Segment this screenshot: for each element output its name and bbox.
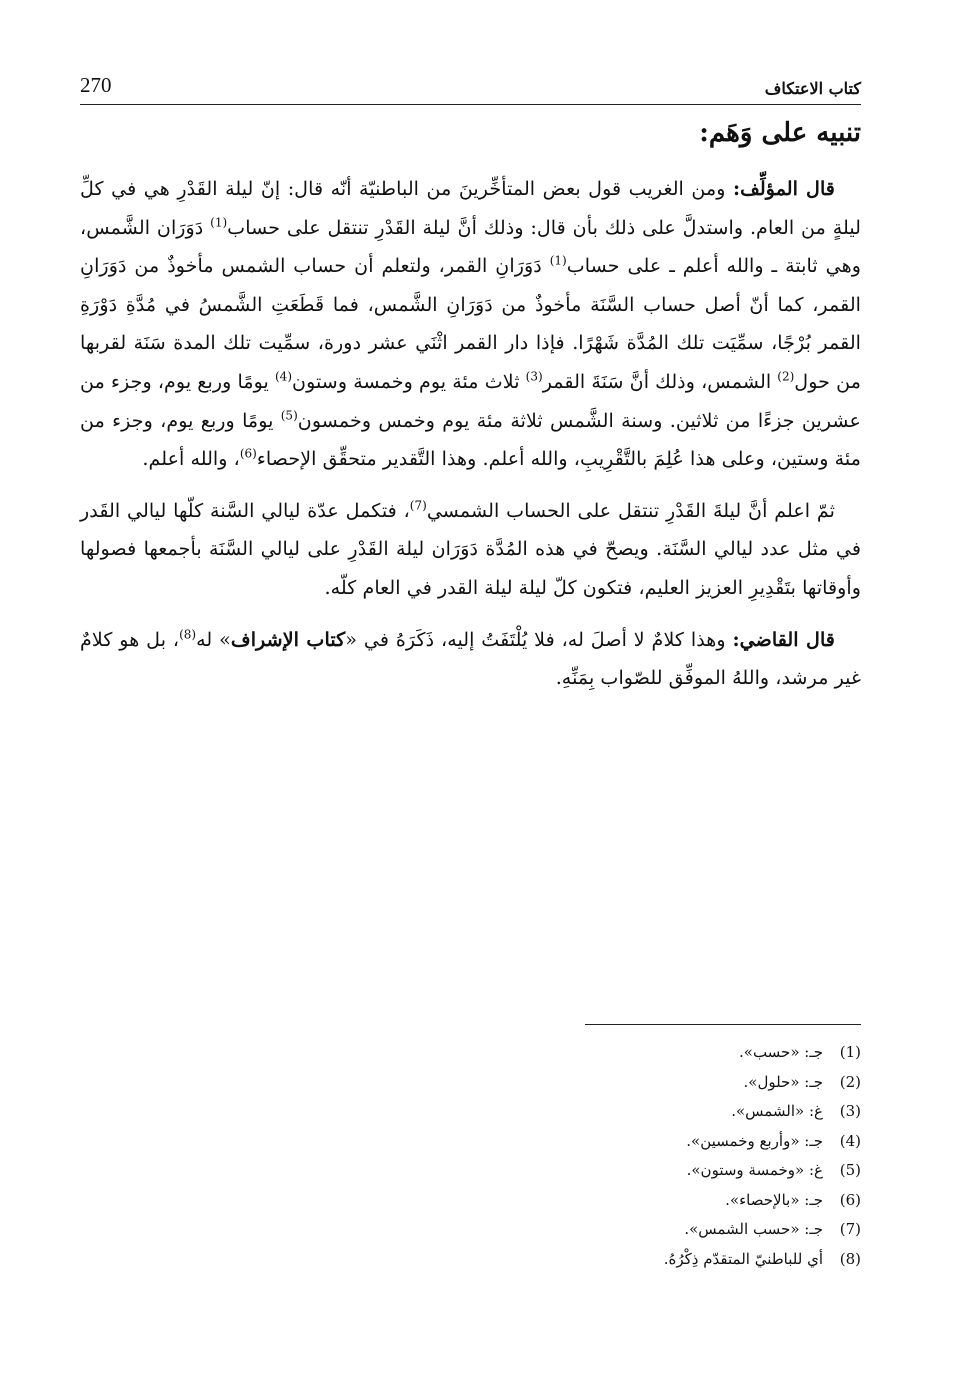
paragraph-text: ، بل هو كلامٌ غير مرشد، واللهُ الموفِّق للصّواب بِمَنِّهِ.: [80, 627, 861, 690]
footnote-item: [441, 1156, 861, 1186]
footnote-text: غ: «وخمسة وستون».: [686, 1161, 823, 1179]
section-heading: تنبيه على وَهَم:: [699, 118, 861, 148]
paragraph-text: ثلاث مئة يوم وخمسة وستون: [292, 369, 526, 393]
cited-book-title: كتاب الإشراف: [230, 627, 346, 651]
footnote-ref[interactable]: (8): [179, 627, 197, 642]
paragraph-text: ومن الغريب قول بعض المتأخِّرينَ من الباطنيّة أنّه قال: إنّ ليلة القَدْرِ هي في كلِّ ليلةٍ من العام. واستدلَّ على ذلك بأن قال: وذلك أنَّ ليلة القَدْرِ تنتقل على حساب: [80, 177, 861, 239]
paragraph-1: [80, 170, 861, 479]
footnote-number: (3): [839, 1102, 861, 1120]
footnote-number: (7): [839, 1220, 861, 1238]
footnote-text: جـ: «حسب الشمس».: [684, 1220, 823, 1238]
page-number: 270: [80, 73, 112, 97]
footnote-item: [441, 1068, 861, 1098]
footnote-number: (2): [839, 1072, 861, 1091]
paragraph-text: يومًا وربع يوم، وجزء من عشرين جزءًا من ثلاثين. وسنة الشَّمس ثلاثة مئة يوم وخمس وخمسون: [80, 369, 861, 432]
paragraph-text: يومًا وربع يوم، وجزء من مئة وستين، وعلى هذا عُلِمَ بالتَّقْرِيبِ، والله أعلم. وهذا التَّقدير متحقِّق الإحصاء: [80, 408, 861, 471]
footnote-text: غ: «الشمس».: [731, 1102, 823, 1120]
footnote-number: (8): [839, 1249, 861, 1268]
paragraph-text: الشمس، وذلك أنَّ سَنَةَ القمر: [542, 369, 778, 393]
paragraph-text: » له: [196, 627, 231, 651]
footnote-item: [441, 1038, 861, 1068]
header-divider: [80, 104, 861, 105]
footnote-ref[interactable]: (7): [409, 498, 427, 513]
speaker-label: قال المؤلِّف:: [732, 177, 835, 200]
footnote-ref[interactable]: (3): [525, 369, 543, 384]
footnote-ref[interactable]: (6): [239, 446, 257, 461]
footnote-ref[interactable]: (5): [280, 408, 298, 423]
footnote-ref[interactable]: (1): [549, 253, 567, 268]
footnote-item: [441, 1245, 861, 1275]
paragraph-2: [80, 492, 861, 608]
footnote-text: جـ: «حلول».: [743, 1072, 823, 1091]
footnote-number: (1): [839, 1043, 861, 1061]
footnote-item: [441, 1097, 861, 1127]
paragraph-text: ، فتكمل عدّة ليالي السَّنة كلّها ليالي القَدر في مثل عدد ليالي السَّنَة. ويصحّ في هذه المُدَّة دَوَرَان ليلة القَدْرِ على ليالي السَّنَة بأجمعها فصولها وأوقاتها بتَقْدِيرِ العزيز العليم، فتكون كلّ ليلة ليلة القدر في العام كلّه.: [80, 498, 861, 599]
main-text: [80, 170, 861, 698]
paragraph-text: دَوَرَانِ القمر، ولتعلم أن حساب الشمس مأخوذٌ من دَوَرَانِ القمر، كما أنّ أصل حساب السَّنَة مأخوذٌ من دَوَرَانِ الشَّمس، فما قَطَعَتِ الشَّمسُ في مُدَّةِ دَوْرَةِ القمر بُرْجًا، سمِّيَت تلك المُدَّة شَهْرًا. فإذا دار القمر اثْنَي عشر دورة، سمِّيت تلك المدة سَنَة لقربها من حول: [80, 254, 861, 393]
speaker-label: قال القاضي:: [732, 627, 835, 651]
footnote-number: (5): [839, 1161, 861, 1179]
paragraph-text: ، والله أعلم.: [142, 447, 240, 471]
footnote-number: (6): [839, 1190, 861, 1209]
footnote-item: [441, 1215, 861, 1245]
book-title: كتاب الاعتكاف: [764, 79, 861, 98]
footnote-ref[interactable]: (2): [777, 369, 795, 384]
footnotes-list: [441, 1038, 861, 1274]
paragraph-text: وهذا كلامٌ لا أصلَ له، فلا يُلْتَفَتُ إليه، ذَكَرَهُ في «: [345, 627, 733, 651]
footnote-text: جـ: «وأربع وخمسين».: [686, 1131, 823, 1150]
footnote-number: (4): [839, 1131, 861, 1150]
footnote-divider: [585, 1024, 861, 1025]
footnote-item: [441, 1186, 861, 1216]
footnote-item: [441, 1127, 861, 1157]
footnote-text: أي للباطنيّ المتقدّم ذِكْرُهُ.: [663, 1249, 823, 1268]
paragraph-text: دَوَرَان الشَّمس، وهي ثابتة ـ والله أعلم ـ على حساب: [80, 215, 861, 278]
footnote-text: جـ: «حسب».: [739, 1043, 823, 1061]
paragraph-3: [80, 621, 861, 698]
paragraph-text: ثمّ اعلم أنَّ ليلةَ القَدْرِ تنتقل على الحساب الشمسي: [426, 498, 835, 522]
footnote-ref[interactable]: (1): [210, 215, 228, 230]
running-header: [80, 64, 861, 98]
footnote-ref[interactable]: (4): [274, 369, 292, 384]
footnote-text: جـ: «بالإحصاء».: [725, 1190, 823, 1209]
